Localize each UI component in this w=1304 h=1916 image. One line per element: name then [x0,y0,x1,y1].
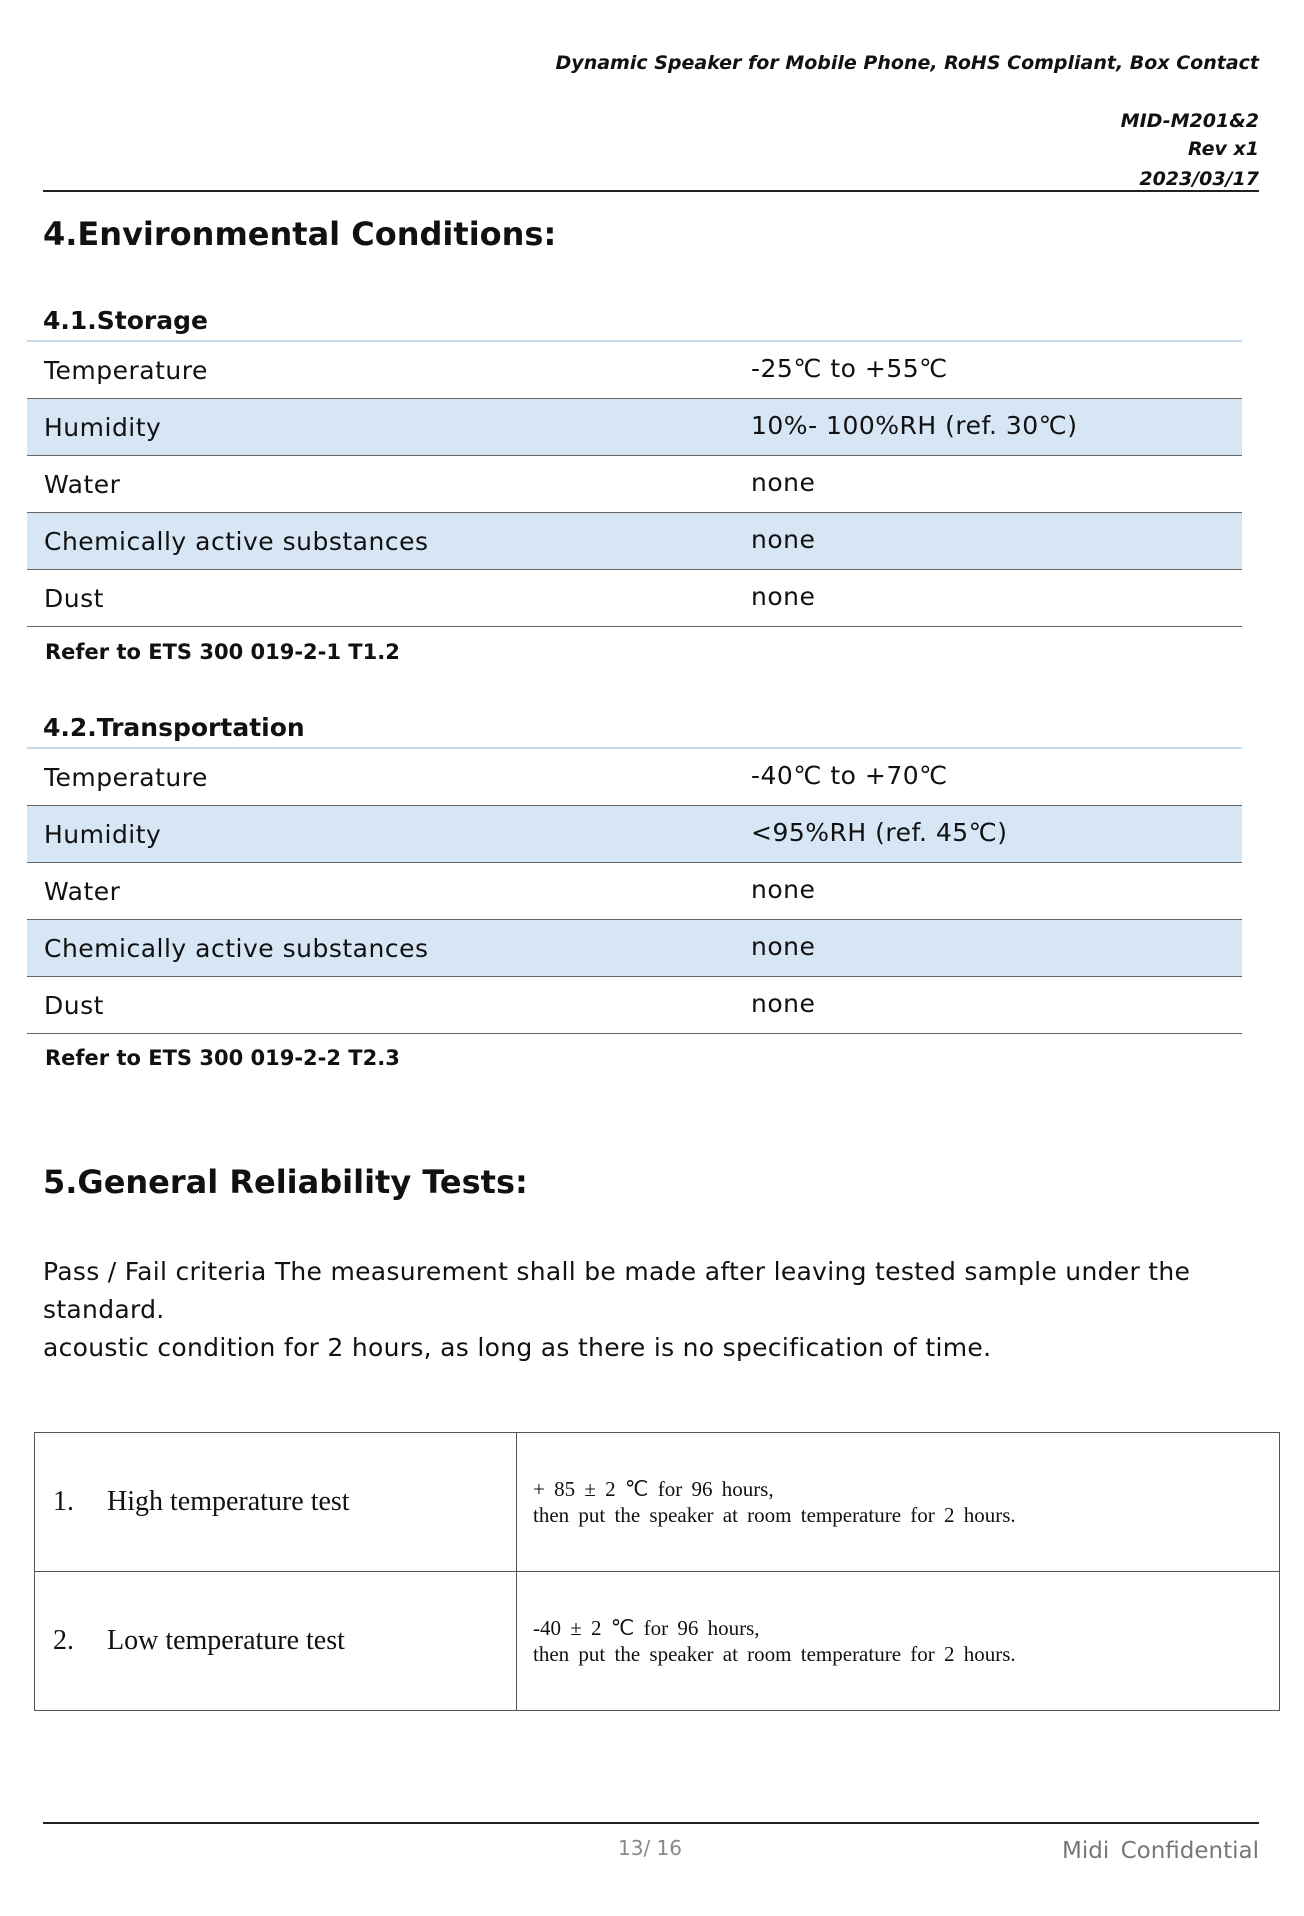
table-row [27,570,1242,627]
row-value: none [751,932,816,961]
test-description-cell [517,1572,1280,1711]
table-row [27,399,1242,456]
row-value: none [751,468,816,497]
storage-title: 4.1.Storage [43,306,208,335]
row-value: none [751,525,816,554]
row-value: none [751,582,816,611]
confidential-label: Midi Confidential [1062,1838,1259,1864]
test-condition: + 85 ± 2 ℃ for 96 hours, [533,1477,774,1501]
row-value: none [751,875,816,904]
table-row [27,749,1242,806]
criteria-line-2: acoustic condition for 2 hours, as long as there is no specification of time. [43,1333,992,1362]
header-divider [43,190,1259,192]
test-condition: -40 ± 2 ℃ for 96 hours, [533,1616,760,1640]
test-description-cell [517,1433,1280,1572]
table-row [27,863,1242,920]
table-row [27,806,1242,863]
table-row [27,920,1242,977]
transportation-table [27,747,1242,1034]
test-name: High temperature test [107,1486,350,1517]
test-number: 1. [53,1486,74,1517]
test-number: 2. [53,1625,74,1656]
transportation-title: 4.2.Transportation [43,713,305,742]
row-value: none [751,989,816,1018]
document-id: MID-M201&2 [1120,110,1259,132]
row-label: Humidity [44,820,162,849]
row-label: Water [44,470,121,499]
table-row [35,1433,1280,1572]
row-value: -40℃ to +70℃ [751,761,948,790]
row-label: Temperature [44,763,208,792]
table-row [27,513,1242,570]
row-label: Chemically active substances [44,934,429,963]
table-row [35,1572,1280,1711]
document-date: 2023/03/17 [1139,168,1259,190]
transportation-reference-note: Refer to ETS 300 019-2-2 T2.3 [45,1046,400,1070]
page-number: 13/ 16 [618,1836,682,1860]
row-label: Water [44,877,121,906]
storage-table [27,340,1242,627]
test-name-cell [35,1572,517,1711]
section-4-title: 4.Environmental Conditions: [43,215,557,253]
table-row [27,456,1242,513]
section-5-title: 5.General Reliability Tests: [43,1163,528,1201]
criteria-paragraph [43,1253,1253,1367]
row-label: Humidity [44,413,162,442]
table-row [27,977,1242,1034]
document-title: Dynamic Speaker for Mobile Phone, RoHS Compliant, Box Contact [555,52,1259,74]
storage-reference-note: Refer to ETS 300 019-2-1 T1.2 [45,640,400,664]
row-label: Temperature [44,356,208,385]
row-label: Chemically active substances [44,527,429,556]
criteria-line-1: Pass / Fail criteria The measurement shall be made after leaving tested sample under the standard. [43,1257,1191,1324]
test-recovery: then put the speaker at room temperature for 2 hours. [533,1503,1016,1527]
test-recovery: then put the speaker at room temperature for 2 hours. [533,1642,1016,1666]
row-value: <95%RH (ref. 45℃) [751,818,1008,847]
row-value: -25℃ to +55℃ [751,354,948,383]
row-label: Dust [44,584,104,613]
test-name: Low temperature test [107,1625,345,1656]
revision: Rev x1 [1187,138,1259,160]
footer-divider [43,1822,1259,1824]
reliability-tests-table [34,1432,1280,1711]
table-row [27,342,1242,399]
test-name-cell [35,1433,517,1572]
row-label: Dust [44,991,104,1020]
row-value: 10%- 100%RH (ref. 30℃) [751,411,1078,440]
